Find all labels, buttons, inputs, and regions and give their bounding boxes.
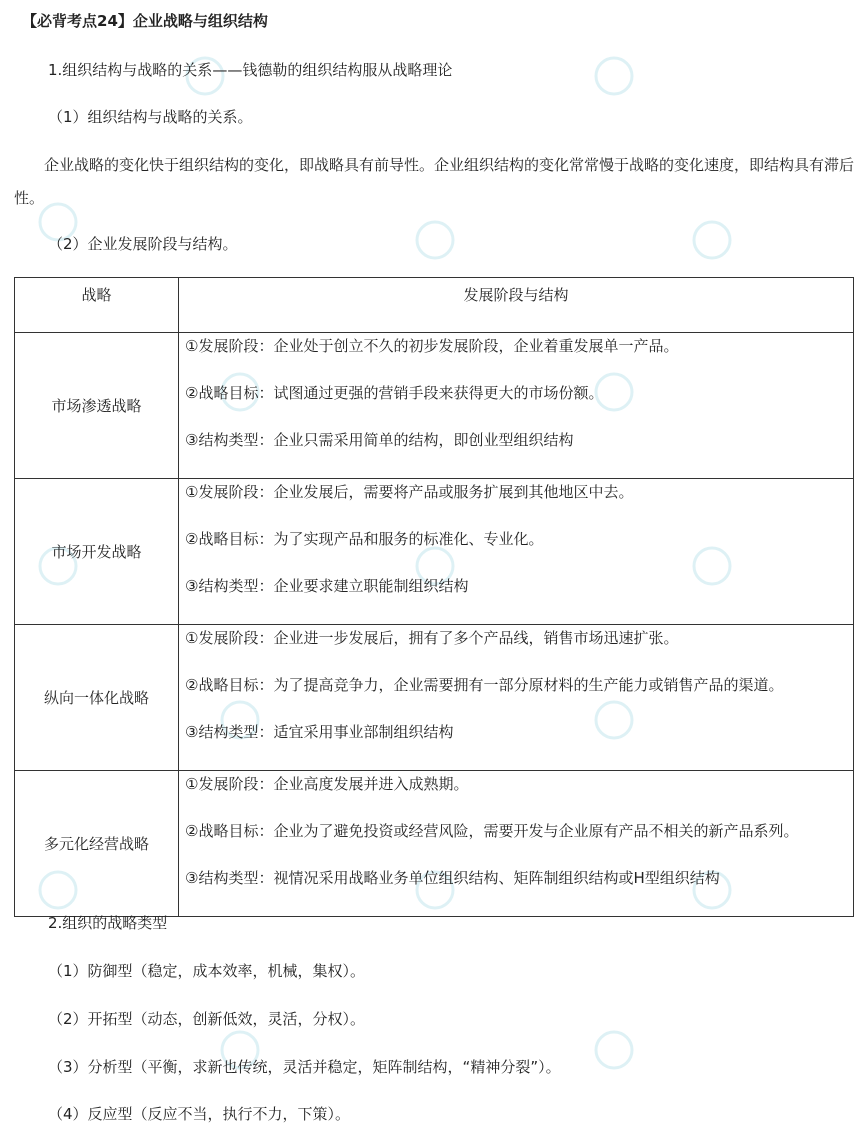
type-item: （1）防御型（稳定，成本效率，机械，集权）。 bbox=[48, 962, 366, 980]
strategy-structure-table bbox=[14, 277, 854, 917]
table-row bbox=[15, 479, 854, 625]
detail-line: ②战略目标：为了实现产品和服务的标准化、专业化。 bbox=[185, 530, 544, 548]
strategy-cell: 多元化经营战略 bbox=[15, 771, 179, 917]
detail-cell bbox=[179, 479, 854, 625]
paragraph-1: 企业战略的变化快于组织结构的变化，即战略具有前导性。企业组织结构的变化常常慢于战略的变化速度，即结构具有滞后性。 bbox=[14, 156, 855, 207]
detail-cell bbox=[179, 771, 854, 917]
type-item: （2）开拓型（动态，创新低效，灵活，分权）。 bbox=[48, 1010, 366, 1028]
detail-line: ③结构类型：企业要求建立职能制组织结构 bbox=[185, 577, 469, 595]
subheading-2: （2）企业发展阶段与结构。 bbox=[48, 235, 238, 253]
strategy-cell: 市场开发战略 bbox=[15, 479, 179, 625]
detail-line: ③结构类型：企业只需采用简单的结构，即创业型组织结构 bbox=[185, 431, 574, 449]
strategy-cell: 纵向一体化战略 bbox=[15, 625, 179, 771]
detail-line: ①发展阶段：企业高度发展并进入成熟期。 bbox=[185, 775, 469, 793]
table-row bbox=[15, 771, 854, 917]
detail-line: ①发展阶段：企业处于创立不久的初步发展阶段，企业着重发展单一产品。 bbox=[185, 337, 679, 355]
heading: 【必背考点24】企业战略与组织结构 bbox=[22, 12, 268, 30]
detail-line: ②战略目标：为了提高竞争力，企业需要拥有一部分原材料的生产能力或销售产品的渠道。 bbox=[185, 676, 784, 694]
strategy-cell: 市场渗透战略 bbox=[15, 333, 179, 479]
type-item: （3）分析型（平衡，求新也传统，灵活并稳定，矩阵制结构，“精神分裂”）。 bbox=[48, 1058, 561, 1076]
section1-title: 1.组织结构与战略的关系——钱德勒的组织结构服从战略理论 bbox=[48, 61, 453, 79]
detail-cell bbox=[179, 333, 854, 479]
header-strategy: 战略 bbox=[15, 278, 179, 333]
table-header-row bbox=[15, 278, 854, 333]
table-row bbox=[15, 333, 854, 479]
detail-cell bbox=[179, 625, 854, 771]
detail-line: ②战略目标：企业为了避免投资或经营风险，需要开发与企业原有产品不相关的新产品系列。 bbox=[185, 822, 799, 840]
detail-line: ①发展阶段：企业发展后，需要将产品或服务扩展到其他地区中去。 bbox=[185, 483, 634, 501]
detail-line: ②战略目标：试图通过更强的营销手段来获得更大的市场份额。 bbox=[185, 384, 604, 402]
detail-line: ③结构类型：适宜采用事业部制组织结构 bbox=[185, 723, 454, 741]
table-row bbox=[15, 625, 854, 771]
type-item: （4）反应型（反应不当，执行不力，下策）。 bbox=[48, 1105, 351, 1123]
subheading-1: （1）组织结构与战略的关系。 bbox=[48, 108, 253, 126]
detail-line: ①发展阶段：企业进一步发展后，拥有了多个产品线，销售市场迅速扩张。 bbox=[185, 629, 679, 647]
detail-line: ③结构类型：视情况采用战略业务单位组织结构、矩阵制组织结构或H型组织结构 bbox=[185, 869, 720, 887]
header-stage-structure: 发展阶段与结构 bbox=[179, 278, 854, 333]
section2-title: 2.组织的战略类型 bbox=[48, 914, 168, 932]
